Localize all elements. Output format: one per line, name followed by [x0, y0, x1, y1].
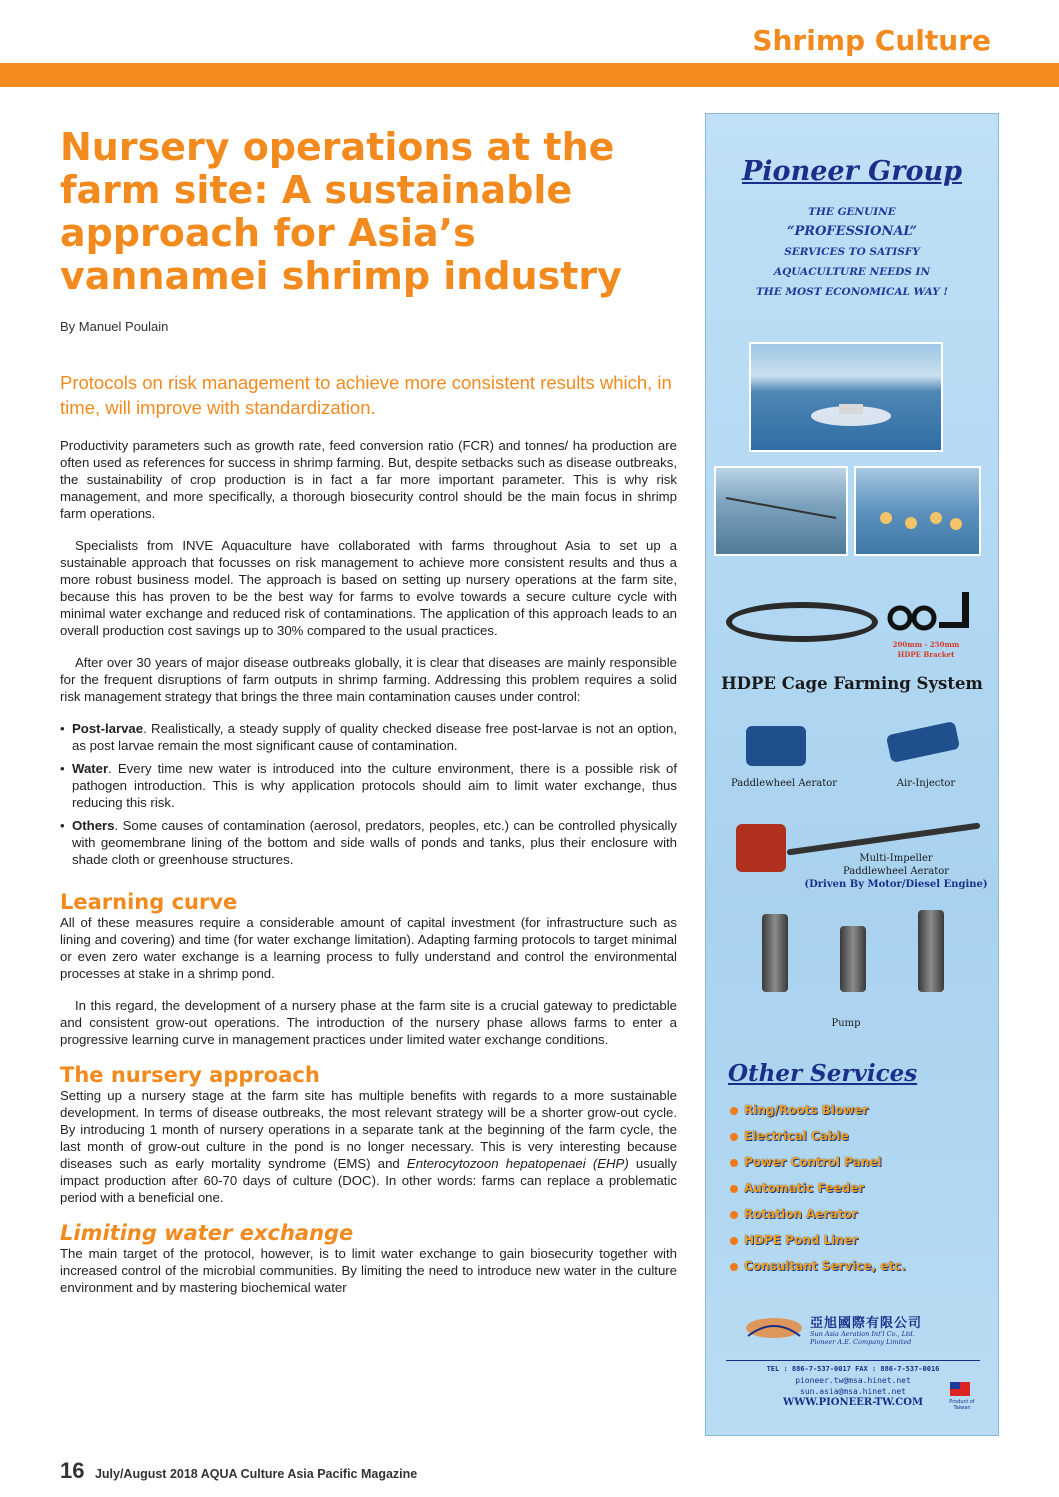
list-item — [60, 817, 677, 868]
air-injector-caption: Air-Injector — [896, 778, 956, 789]
email[interactable]: pioneer.tw@msa.hinet.net — [795, 1376, 911, 1385]
service-item: Ring/Roots Blower — [730, 1103, 906, 1129]
divider — [726, 1360, 980, 1361]
advertisement — [705, 113, 999, 1436]
contact-info — [728, 1364, 978, 1408]
byline: By Manuel Poulain — [60, 319, 169, 334]
service-item: Automatic Feeder — [730, 1181, 906, 1207]
paragraph: Productivity parameters such as growth rate, feed conversion ratio (FCR) and tonnes/ ha production are often used as references for success in shrimp farming. But, despite setbacks such as disease outbreaks, the sustainability of crop production is in fact a far more important parameter. This is why risk management, and more specifically, a thorough biosecurity control should be the main focus in shrimp farm operations. — [60, 438, 677, 521]
standfirst: Protocols on risk management to achieve more consistent results which, in time, will improve with standardization. — [60, 372, 672, 418]
slogan-line: SERVICES TO SATISFY — [784, 246, 920, 258]
caption-line: Paddlewheel Aerator — [842, 866, 950, 877]
caption-line: Multi-Impeller — [859, 853, 933, 864]
ad-slogan — [706, 202, 998, 302]
service-item: Power Control Panel — [730, 1155, 906, 1181]
contamination-list — [60, 720, 677, 868]
paragraph — [60, 1087, 677, 1206]
article-body — [60, 437, 677, 1311]
services-list — [730, 1103, 906, 1285]
section-heading: Learning curve — [60, 890, 238, 914]
list-item — [60, 760, 677, 811]
company-line: Pioneer A.E. Company Limited — [810, 1338, 912, 1346]
caption-note: (Driven By Motor/Diesel Engine) — [804, 879, 988, 890]
slogan-line: THE GENUINE — [808, 206, 896, 218]
paragraph: The main target of the protocol, however, is to limit water exchange to gain biosecurity together with increased control of the microbial communities. By limiting the need to introduce new water in the culture environment and by mastering biochemical water — [60, 1246, 677, 1295]
service-item: HDPE Pond Liner — [730, 1233, 906, 1259]
other-services-title: Other Services — [728, 1060, 918, 1087]
company-line: Sun Asia Aeration Int'l Co., Ltd. — [810, 1330, 915, 1338]
paragraph: All of these measures require a considerable amount of capital investment (for infrastructure such as lining and covering) and time (for water exchange limitation). Adapting farming protocols to target minimal or even zero water exchange is a learning process to fully understand and control the environmental processes at stake in a shrimp pond. — [60, 915, 677, 981]
bracket-label — [866, 640, 986, 660]
paragraph: Specialists from INVE Aquaculture have collaborated with farms throughout Asia to set up a sustainable approach that focusses on risk management to achieve more consistent results and thus a more robust business model. The approach is based on setting up nursery operations at the farm site, because this has proven to be the best way for farms to evolve towards a secure culture cycle with minimal water exchange and reduced risk of contaminations. The application of this approach leads to an overall production cost savings up to 30% compared to the usual practices. — [60, 538, 677, 638]
issue-info: July/August 2018 AQUA Culture Asia Pacific Magazine — [94, 1467, 418, 1481]
species-name: Enterocytozoon hepatopenaei (EHP) — [406, 1156, 629, 1171]
page-footer — [60, 1458, 417, 1484]
bracket-name: HDPE Bracket — [897, 650, 955, 659]
bracket-size: 200mm - 250mm — [892, 640, 960, 649]
page-number: 16 — [60, 1458, 85, 1483]
pond-structure-icon — [716, 468, 846, 554]
list-item — [60, 720, 677, 754]
flag-caption: Product of Taiwan — [949, 1399, 975, 1411]
slogan-line: AQUACULTURE NEEDS IN — [773, 266, 931, 278]
ad-brand: Pioneer Group — [742, 156, 962, 187]
company-name-en — [810, 1330, 980, 1346]
diesel-engine-icon — [736, 824, 786, 872]
bullet-term: Others — [72, 818, 115, 833]
cage-system-title: HDPE Cage Farming System — [721, 674, 983, 693]
paragraph: After over 30 years of major disease outbreaks globally, it is clear that diseases are mainly responsible for the frequent disruptions of farm outputs in shrimp farming. Addressing this problem requires a solid risk management strategy that brings the three main contamination causes under control: — [60, 655, 677, 704]
multi-impeller-caption — [796, 852, 996, 891]
air-injector-icon — [886, 721, 960, 763]
section-heading: Limiting water exchange — [60, 1221, 354, 1245]
hdpe-bracket-icon — [884, 592, 974, 632]
aerators-icon — [856, 468, 980, 554]
article-title: Nursery operations at the farm site: A sustainable approach for Asia’s vannamei shrimp industry — [60, 125, 622, 298]
service-item: Rotation Aerator — [730, 1207, 906, 1233]
text-run: usually impact production after 60-70 days of culture (DOC). In other words: farms can replace a problematic period with a beneficial one. — [60, 1156, 677, 1205]
slogan-line: “PROFESSIONAL” — [787, 224, 917, 239]
bullet-text: . Every time new water is introduced into the culture environment, there is a possible risk of pathogen introduction. This is why application protocols should aim to limit water exchange, thus reducing this risk. — [72, 761, 677, 810]
pump-caption: Pump — [831, 1018, 861, 1029]
section-heading: The nursery approach — [60, 1063, 320, 1087]
bullet-term: Water — [72, 761, 109, 776]
bullet-term: Post-larvae — [72, 721, 144, 736]
slogan-line: THE MOST ECONOMICAL WAY ! — [755, 286, 949, 298]
text-run: Setting up a nursery stage at the farm site has multiple benefits with regards to a more sustainable development. In terms of disease outbreaks, the most relevant strategy will be a shorter grow-out cycle. By introducing 1 month of nursery operations in a separate tank at the beginning of the farm cycle, the last month of grow-out culture in the pond is no longer necessary. This is very interesting because diseases such as early mortality syndrome (EMS) and — [60, 1088, 677, 1171]
company-logo-icon — [742, 1306, 806, 1346]
pump-icon — [918, 910, 944, 992]
pond-photo — [714, 466, 848, 556]
header-bar — [0, 63, 1059, 87]
tel-fax: TEL : 886-7-537-0017 FAX : 886-7-537-0016 — [766, 1365, 940, 1373]
taiwan-flag-icon — [950, 1382, 970, 1396]
email[interactable]: sun.asia@msa.hinet.net — [800, 1387, 906, 1396]
hdpe-cage-ring-icon — [726, 602, 878, 642]
pump-icon — [762, 914, 788, 992]
pump-icon — [840, 926, 866, 992]
pond-photo — [854, 466, 981, 556]
pond-photo — [749, 342, 943, 452]
bullet-text: . Realistically, a steady supply of quality checked disease free post-larvae is not an option, as post larvae remain the most significant cause of contamination. — [72, 721, 677, 753]
paddlewheel-caption: Paddlewheel Aerator — [730, 778, 838, 789]
service-item: Electrical Cable — [730, 1129, 906, 1155]
service-item: Consultant Service, etc. — [730, 1259, 906, 1285]
impeller-shaft-icon — [787, 822, 981, 855]
aerator-splash-icon — [751, 344, 941, 450]
company-name-zh: 亞旭國際有限公司 — [810, 1316, 923, 1331]
section-label: Shrimp Culture — [752, 24, 991, 57]
website-link[interactable]: WWW.PIONEER-TW.COM — [782, 1397, 924, 1408]
paragraph: In this regard, the development of a nursery phase at the farm site is a crucial gateway to predictable and consistent grow-out operations. The introduction of the nursery phase allows farms to enter a progressive learning curve in management practices under limited water exchange conditions. — [60, 998, 677, 1047]
bullet-text: . Some causes of contamination (aerosol, predators, peoples, etc.) can be controlled physically with geomembrane lining of the bottom and side walls of ponds and tanks, plus their enclosure with shade cloth or greenhouse structures. — [72, 818, 677, 867]
paddlewheel-aerator-icon — [746, 726, 806, 766]
